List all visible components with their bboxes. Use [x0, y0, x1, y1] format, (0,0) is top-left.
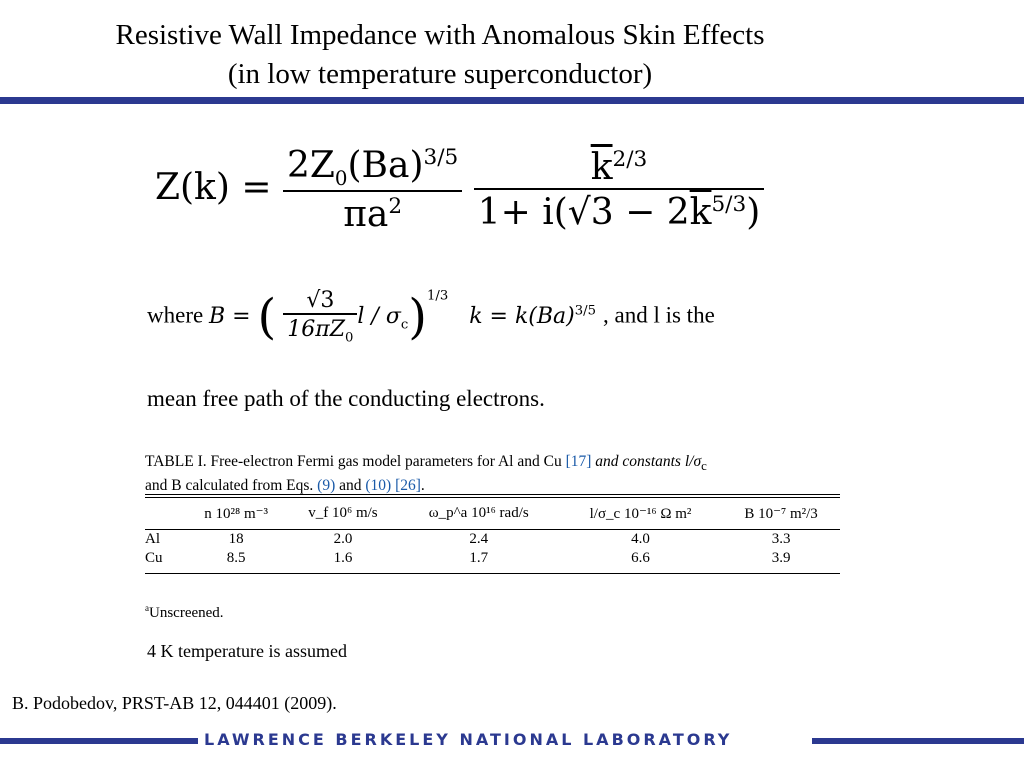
slide-subtitle: (in low temperature superconductor) [227, 58, 653, 90]
parameter-table [145, 498, 840, 574]
table-cell: 2.4 [469, 531, 489, 547]
table-cell: 6.6 [631, 550, 650, 566]
table-cell: 4.0 [631, 531, 650, 547]
impedance-equation [155, 145, 764, 235]
citation: B. Podobedov, PRST-AB 12, 044401 (2009). [12, 693, 337, 713]
equation-fraction-1: $\frac{2Z_0(Ba)^{3/5}}{\pi a^2}$ [283, 145, 462, 235]
equation-lhs: Z(k) = [155, 167, 272, 209]
table-cell: 1.7 [469, 550, 489, 566]
table-header: ω_p^a 10¹⁶ rad/s [428, 505, 529, 521]
footer-rule-left [0, 738, 198, 744]
table-cell: 8.5 [226, 550, 246, 566]
table-row [145, 549, 840, 574]
footer-lab-name: LAWRENCE BERKELEY NATIONAL LABORATORY [204, 730, 733, 749]
parameter-table-wrap [145, 494, 840, 574]
slide-title: Resistive Wall Impedance with Anomalous Skin Effects [115, 19, 765, 51]
table-header: n 10²⁸ m⁻³ [204, 506, 269, 522]
table-footnote: $^a$Unscreened. [145, 603, 224, 621]
table-header: B 10⁻⁷ m²/3 [744, 506, 818, 522]
footer-rule-right [812, 738, 1024, 744]
header-rule [0, 97, 1024, 104]
table-header [145, 498, 185, 530]
table-header: v_f 10⁶ m/s [308, 505, 378, 521]
table-header-row [145, 498, 840, 530]
ref-eq10-link[interactable]: (10) [365, 477, 392, 495]
table-header: l/σ_c 10⁻¹⁶ Ω m² [589, 506, 692, 522]
table-cell: 2.0 [333, 531, 353, 547]
table-row [145, 530, 840, 550]
table-cell: Cu [145, 550, 163, 566]
ref-26-link[interactable]: [26] [395, 477, 421, 495]
where-clause-line2: mean free path of the conducting electrons. [147, 386, 545, 411]
table-cell: 1.6 [333, 550, 353, 566]
temperature-note: 4 K temperature is assumed [147, 641, 347, 661]
ref-17-link[interactable]: [17] [565, 453, 592, 470]
table-cell: 3.3 [771, 531, 791, 547]
equation-fraction-2: $\frac{\overline{k}^{2/3}}{1+ i(√3 - 2\overline{k}^{5/3})}$ [474, 147, 765, 233]
table-cell: Al [145, 531, 160, 547]
table-cell: 18 [228, 531, 244, 547]
table-cell: 3.9 [771, 550, 791, 566]
ref-eq9-link[interactable]: (9) [317, 477, 336, 495]
table-caption: TABLE I. Free-electron Fermi gas model parameters for Al and Cu [17] and constants $l/\sigma_c$ and B calculated from Eqs. (9) and (10) [26]. [145, 453, 707, 495]
where-clause: where B = ( $\frac{√3}{16\pi Z_0}$ l / $\sigma_c)^{1/3}$ $k = k(Ba)^{3/5}$ , and l is the [147, 288, 715, 346]
